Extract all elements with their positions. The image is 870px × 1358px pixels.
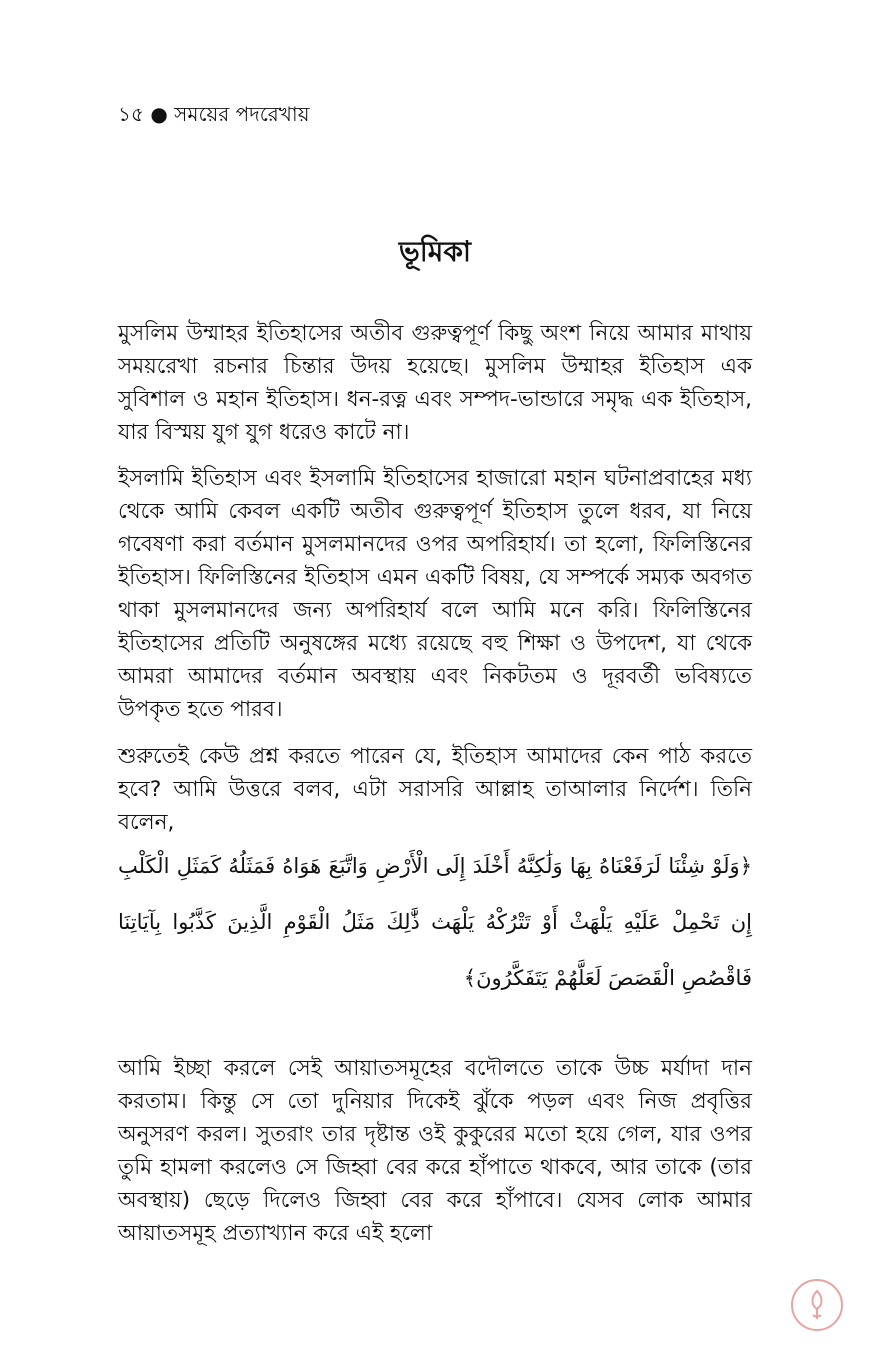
running-header (118, 100, 309, 128)
book-title: সময়ের পদরেখায় (174, 102, 310, 126)
header-separator: ● (150, 102, 168, 126)
paragraph-1: মুসলিম উম্মাহর ইতিহাসের অতীব গুরুত্বপূর্ণ কিছু অংশ নিয়ে আমার মাথায় সময়রেখা রচনার চিন্তার উদয় হয়েছে। মুসলিম উম্মাহর ইতিহাস এক সুবিশাল ও মহান ইতিহাস। ধন-রত্ন এবং সম্পদ-ভান্ডারে সমৃদ্ধ এক ইতিহাস, যার বিস্ময় যুগ যুগ ধরেও কাটে না। (118, 320, 752, 445)
paragraph-translation: আমি ইচ্ছা করলে সেই আয়াতসমূহের বদৌলতে তাকে উচ্চ মর্যাদা দান করতাম। কিন্তু সে তো দুনিয়ার দিকেই ঝুঁকে পড়ল এবং নিজ প্রবৃত্তির অনুসরণ করল। সুতরাং তার দৃষ্টান্ত ওই কুকুরের মতো হয়ে গেল, যার ওপর তুমি হামলা করলেও সে জিহ্বা বের করে হাঁপাতে থাকবে, আর তাকে (তার অবস্থায়) ছেড়ে দিলেও জিহ্বা বের করে হাঁপাবে। যেসব লোক আমার আয়াতসমূহ প্রত্যাখ্যান করে এই হলো (118, 1055, 752, 1246)
publisher-logo (791, 1279, 843, 1331)
paragraph-3: শুরুতেই কেউ প্রশ্ন করতে পারেন যে, ইতিহাস আমাদের কেন পাঠ করতে হবে? আমি উত্তরে বলব, এটা সরাসরি আল্লাহ তাআলার নির্দেশ। তিনি বলেন, (118, 743, 752, 835)
section-title: ভূমিকা (398, 235, 472, 268)
paragraph-2: ইসলামি ইতিহাস এবং ইসলামি ইতিহাসের হাজারো মহান ঘটনাপ্রবাহের মধ্য থেকে আমি কেবল একটি অতীব গুরুত্বপূর্ণ ইতিহাস তুলে ধরব, যা নিয়ে গবেষণা করা বর্তমান মুসলমানদের ওপর অপরিহার্য। তা হলো, ফিলিস্তিনের ইতিহাস। ফিলিস্তিনের ইতিহাস এমন একটি বিষয়, যে সম্পর্কে সম্যক অবগত থাকা মুসলমানদের জন্য অপরিহার্য বলে আমি মনে করি। ফিলিস্তিনের ইতিহাসের প্রতিটি অনুষঙ্গের মধ্যে রয়েছে বহু শিক্ষা ও উপদেশ, যা থেকে আমরা আমাদের বর্তমান অবস্থায় এবং নিকটতম ও দূরবর্তী ভবিষ্যতে উপকৃত হতে পারব। (118, 465, 752, 722)
page-number: ১৫ (118, 102, 144, 126)
quran-verse: ﴿وَلَوْ شِئْنَا لَرَفَعْنَاهُ بِهَا وَلَٰكِنَّهُ أَخْلَدَ إِلَى الْأَرْضِ وَاتَّبَعَ هَوَاهُ فَمَثَلُهُ كَمَثَلِ الْكَلْبِ إِن تَحْمِلْ عَلَيْهِ يَلْهَثْ أَوْ تَتْرُكْهُ يَلْهَث ذَّٰلِكَ مَثَلُ الْقَوْمِ الَّذِينَ كَذَّبُوا بِآيَاتِنَا فَاقْصُصِ الْقَصَصَ لَعَلَّهُمْ يَتَفَكَّرُونَ﴾ (118, 854, 752, 990)
